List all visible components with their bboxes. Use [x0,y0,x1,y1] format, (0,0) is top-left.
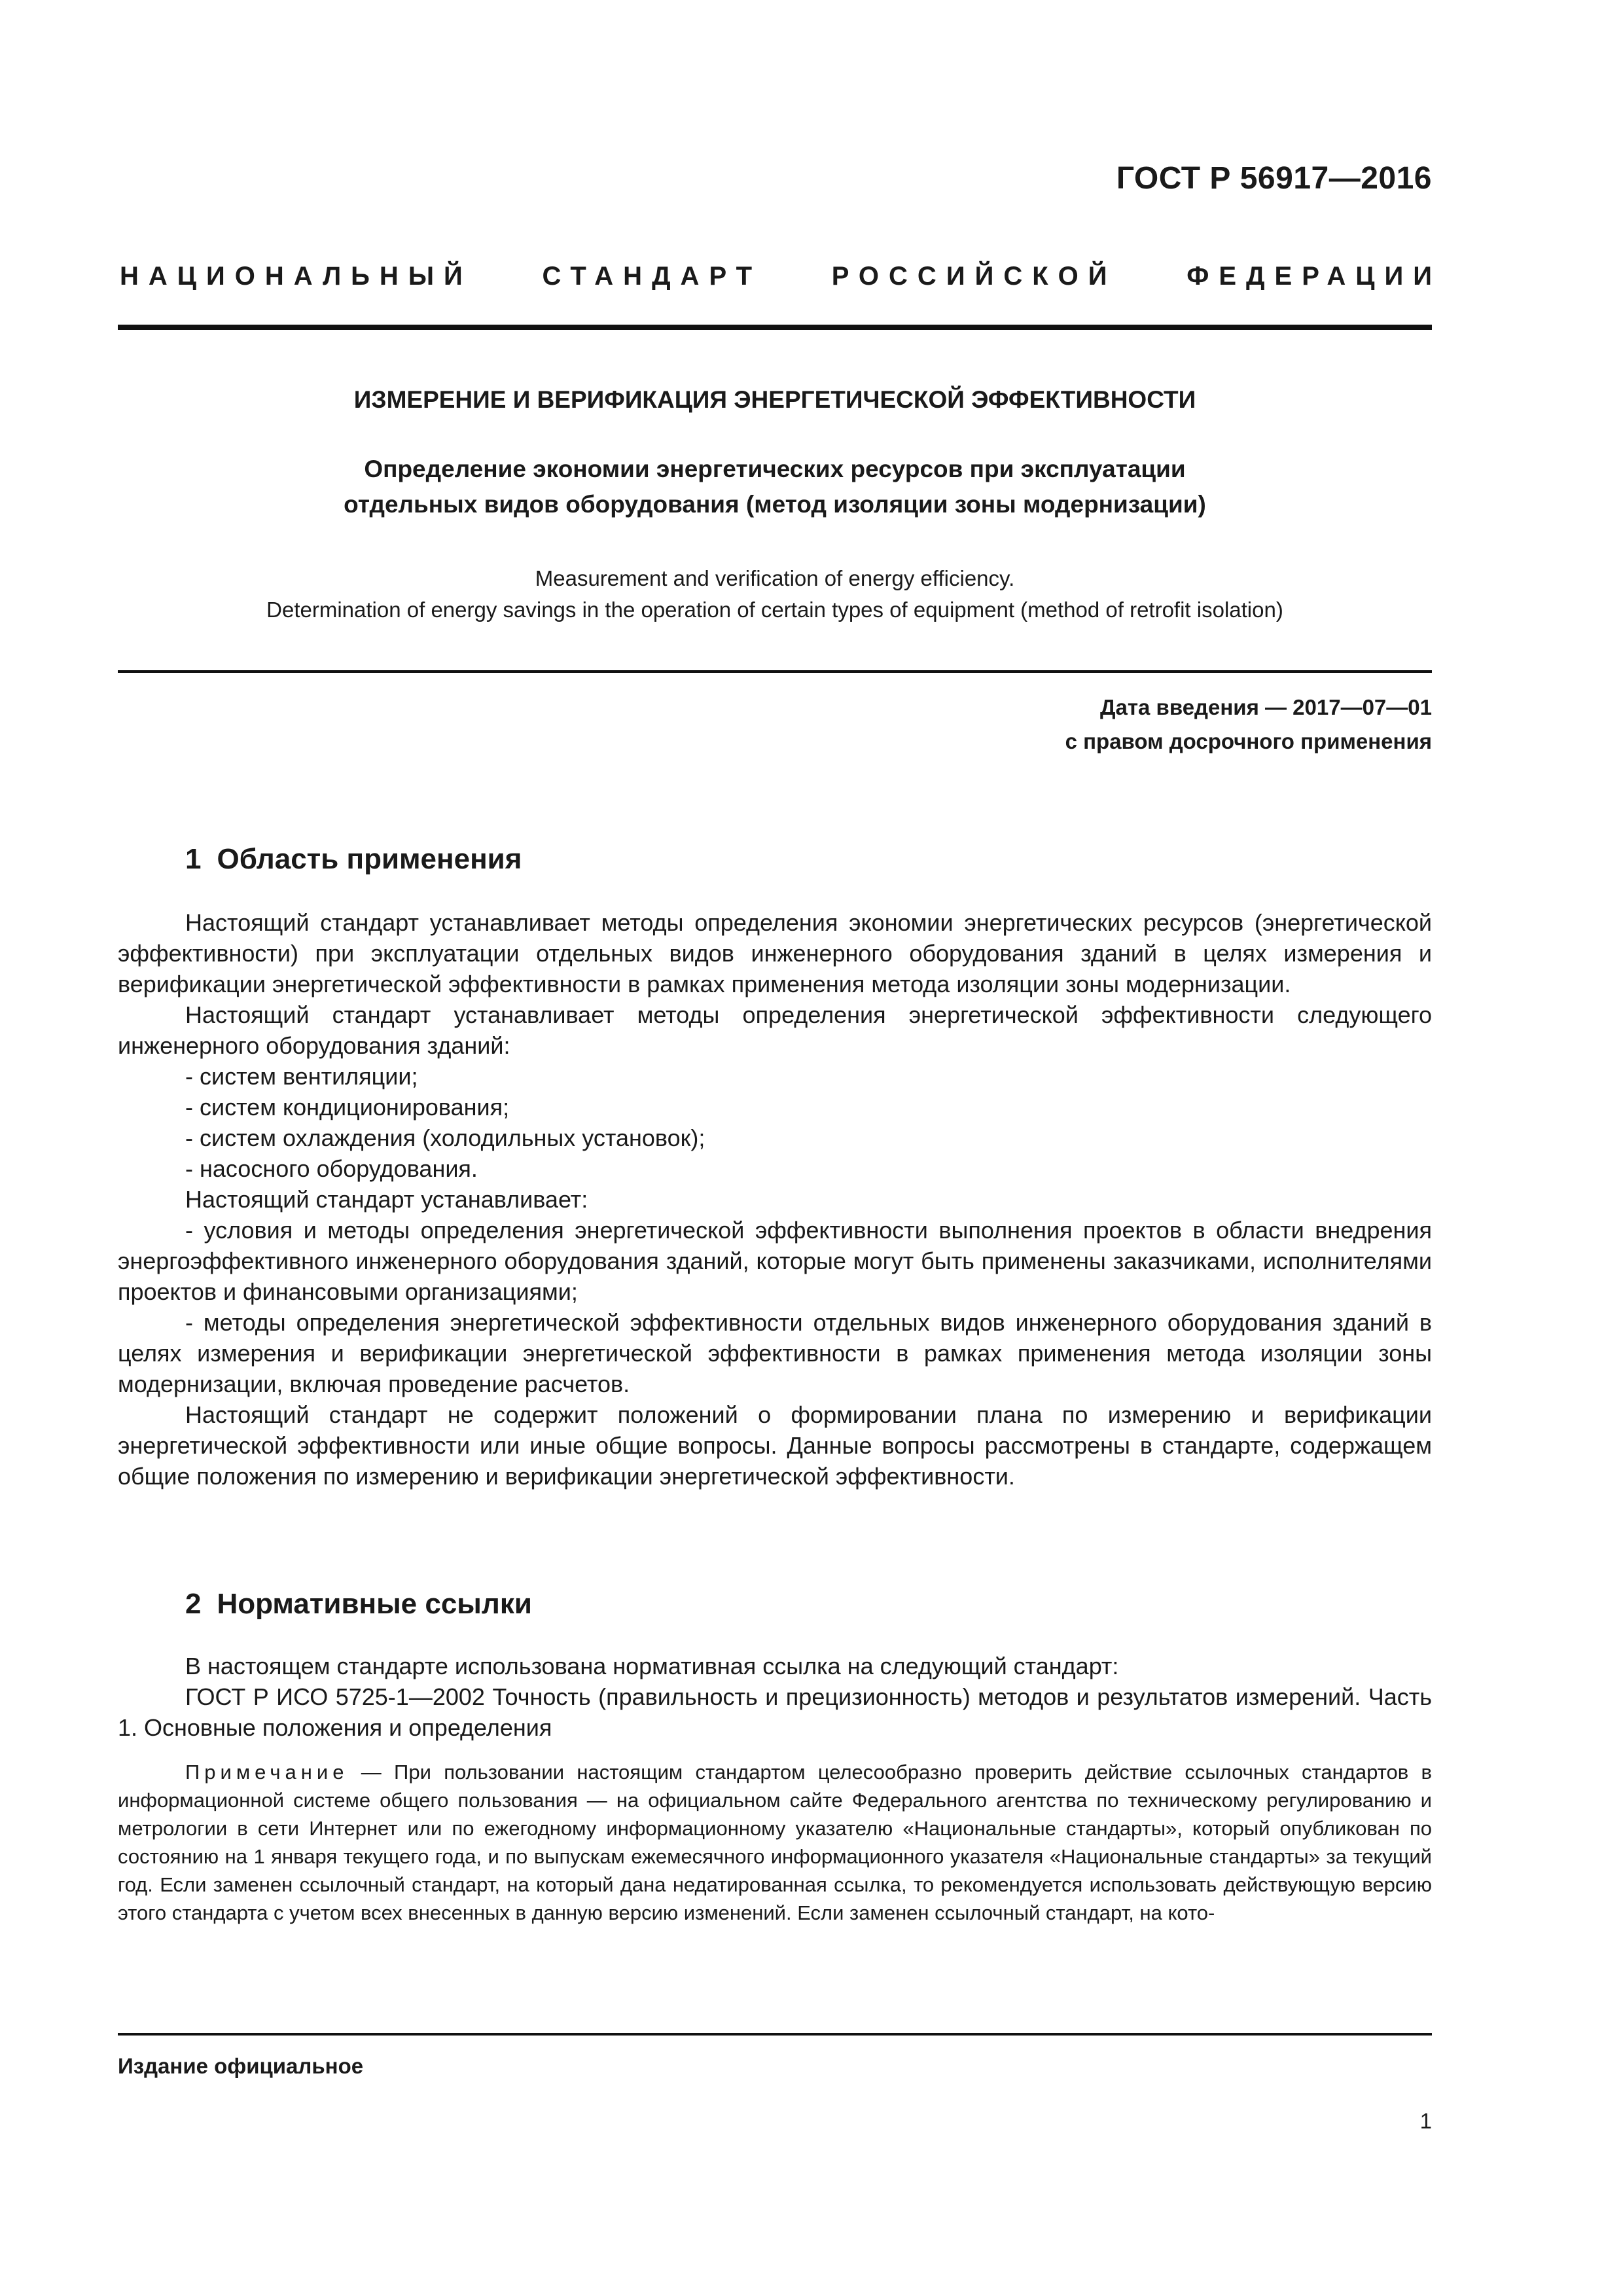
page-number: 1 [1419,2109,1432,2133]
list-item: - методы определения энергетической эффективности отдельных видов инженерного оборудования зданий в целях измерения и верификации энергетической эффективности в рамках применения метода изоляции зоны модернизации, включая проведение расчетов. [118,1309,1432,1397]
note-body: — При пользовании настоящим стандартом целесообразно проверить действие ссылочных стандартов в информационной системе общего пользования — на официальном сайте Федерального агентства по техническому регулированию и метрологии в сети Интернет или по ежегодному информационному указателю «Национальные стандарты», который опубликован по состоянию на 1 января текущего года, и по выпускам ежемесячного информационного указателя «Национальные стандарты» за текущий год. Если заменен ссылочный стандарт, на который дана недатированная ссылка, то рекомендуется использовать действующую версию этого стандарта с учетом всех внесенных в данную версию изменений. Если заменен ссылочный стандарт, на кото- [118,1761,1432,1924]
section-body-references [118,1651,1432,1743]
paragraph: Настоящий стандарт устанавливает: [185,1186,588,1213]
paragraph: Настоящий стандарт устанавливает методы определения энергетической эффективности следующего инженерного оборудования зданий: [118,1001,1432,1059]
reference-entry: ГОСТ Р ИСО 5725-1—2002 Точность (правильность и прецизионность) методов и результатов измерений. Часть 1. Основные положения и определения [118,1683,1432,1741]
list-item: - насосного оборудования. [185,1155,478,1182]
english-title-line: Measurement and verification of energy efficiency. [535,566,1015,590]
section-heading-references [185,1588,532,1621]
paragraph: Настоящий стандарт не содержит положений о формировании плана по измерению и верификации энергетической эффективности или иные общие вопросы. Данные вопросы рассмотрены в стандарте, содержащем общие положения по измерению и верификации энергетической эффективности. [118,1401,1432,1490]
introduction-date [1065,691,1432,759]
paragraph: В настоящем стандарте использована нормативная ссылка на следующий стандарт: [185,1653,1119,1679]
national-standard-banner [120,262,1442,291]
note-paragraph [118,1758,1432,1927]
header-divider [118,325,1432,330]
list-item: - систем вентиляции; [185,1063,418,1090]
banner-word: ФЕДЕРАЦИИ [1186,262,1442,291]
document-subtitle [118,452,1432,522]
section-title: Нормативные ссылки [217,1588,532,1620]
official-edition-label: Издание официальное [118,2054,364,2078]
list-item: - систем охлаждения (холодильных установок); [185,1124,705,1151]
footer-divider [118,2033,1432,2036]
note-label: Примечание [185,1761,349,1784]
section-title: Область применения [217,843,522,875]
introduction-date-line: Дата введения — 2017—07—01 [1100,695,1432,719]
list-item: - условия и методы определения энергетической эффективности выполнения проектов в области внедрения энергоэффективного инженерного оборудования зданий, которые могут быть применены заказчиками, исполнителями проектов и финансовыми организациями; [118,1217,1432,1305]
english-title-line: Determination of energy savings in the operation of certain types of equipment (method of retrofit isolation) [266,598,1283,622]
title-divider [118,670,1432,673]
section-number: 2 [185,1588,202,1620]
early-application-note: с правом досрочного применения [1065,729,1432,753]
section-number: 1 [185,843,202,875]
subtitle-line: Определение экономии энергетических ресурсов при эксплуатации [364,456,1186,482]
english-title [118,563,1432,626]
section-heading-scope [185,843,522,876]
document-title: ИЗМЕРЕНИЕ И ВЕРИФИКАЦИЯ ЭНЕРГЕТИЧЕСКОЙ ЭФФЕКТИВНОСТИ [353,386,1196,413]
subtitle-line: отдельных видов оборудования (метод изоляции зоны модернизации) [344,491,1206,518]
banner-word: РОССИЙСКОЙ [831,262,1117,291]
banner-word: НАЦИОНАЛЬНЫЙ [120,262,473,291]
standard-designation: ГОСТ Р 56917—2016 [1116,161,1432,196]
list-item: - систем кондиционирования; [185,1094,510,1121]
section-body-scope [118,907,1432,1492]
banner-word: СТАНДАРТ [542,262,762,291]
paragraph: Настоящий стандарт устанавливает методы определения экономии энергетических ресурсов (энергетической эффективности) при эксплуатации отдельных видов инженерного оборудования зданий в целях измерения и верификации энергетической эффективности в рамках применения метода изоляции зоны модернизации. [118,909,1432,997]
